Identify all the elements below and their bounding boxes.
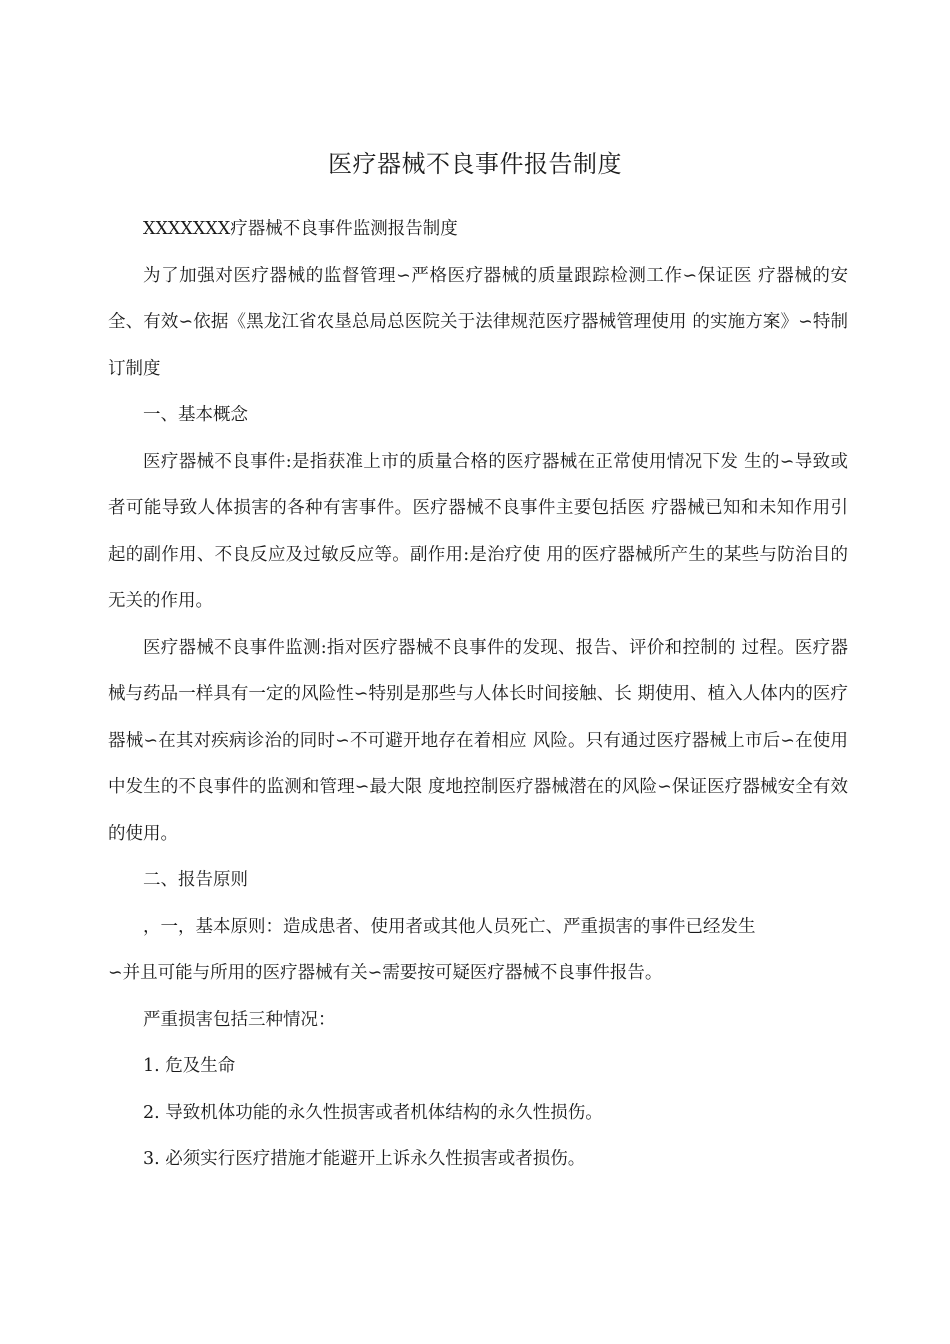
paragraph-basic-principle: ，一，基本原则：造成患者、使用者或其他人员死亡、严重损害的事件已经发生	[143, 916, 756, 937]
list-item-2: 2. 导致机体功能的永久性损害或者机体结构的永久性损伤。	[143, 1102, 603, 1123]
list-item-1: 1. 危及生命	[143, 1056, 236, 1076]
paragraph-subtitle: XXXXXXX疗器械不良事件监测报告制度	[143, 219, 458, 239]
section-heading-basic-concepts: 一、基本概念	[143, 405, 248, 425]
paragraph-serious-harm-intro: 严重损害包括三种情况：	[143, 1009, 336, 1030]
list-item-3: 3. 必须实行医疗措施才能避开上诉永久性损害或者损伤。	[143, 1149, 586, 1169]
section-heading-reporting-principles: 二、报告原则	[143, 870, 248, 890]
paragraph-monitoring-definition: 医疗器械不良事件监测:指对医疗器械不良事件的发现、报告、评价和控制的 过程。医疗器械与药品一样具有一定的风险性∽特别是那些与人体长时间接触、长 期使用、植入人体内的医疗器械∽在其对疾病诊治的同时∽不可避开地存在着相应 风险。只有通过医疗器械上市后∽在使用中发生的不良事件的监测和管理∽最大限 度地控制医疗器械潜在的风险∽保证医疗器械安全有效的使用。	[108, 637, 848, 844]
paragraph-basic-principle-continued: ∽并且可能与所用的医疗器械有关∽需要按可疑医疗器械不良事件报告。	[108, 963, 663, 983]
paragraph-adverse-event-definition: 医疗器械不良事件:是指获准上市的质量合格的医疗器械在正常使用情况下发 生的∽导致或者可能导致人体损害的各种有害事件。医疗器械不良事件主要包括医 疗器械已知和未知作用引起的副作用、不良反应及过敏反应等。副作用:是治疗使 用的医疗器械所产生的某些与防治目的无关的作用。	[108, 451, 848, 611]
paragraph-purpose: 为了加强对医疗器械的监督管理∽严格医疗器械的质量跟踪检测工作∽保证医 疗器械的安全、有效∽依据《黑龙江省农垦总局总医院关于法律规范医疗器械管理使用 的实施方案》∽特制订制度	[108, 265, 848, 379]
document-body	[108, 206, 848, 1183]
document-title: 医疗器械不良事件报告制度	[328, 150, 622, 178]
